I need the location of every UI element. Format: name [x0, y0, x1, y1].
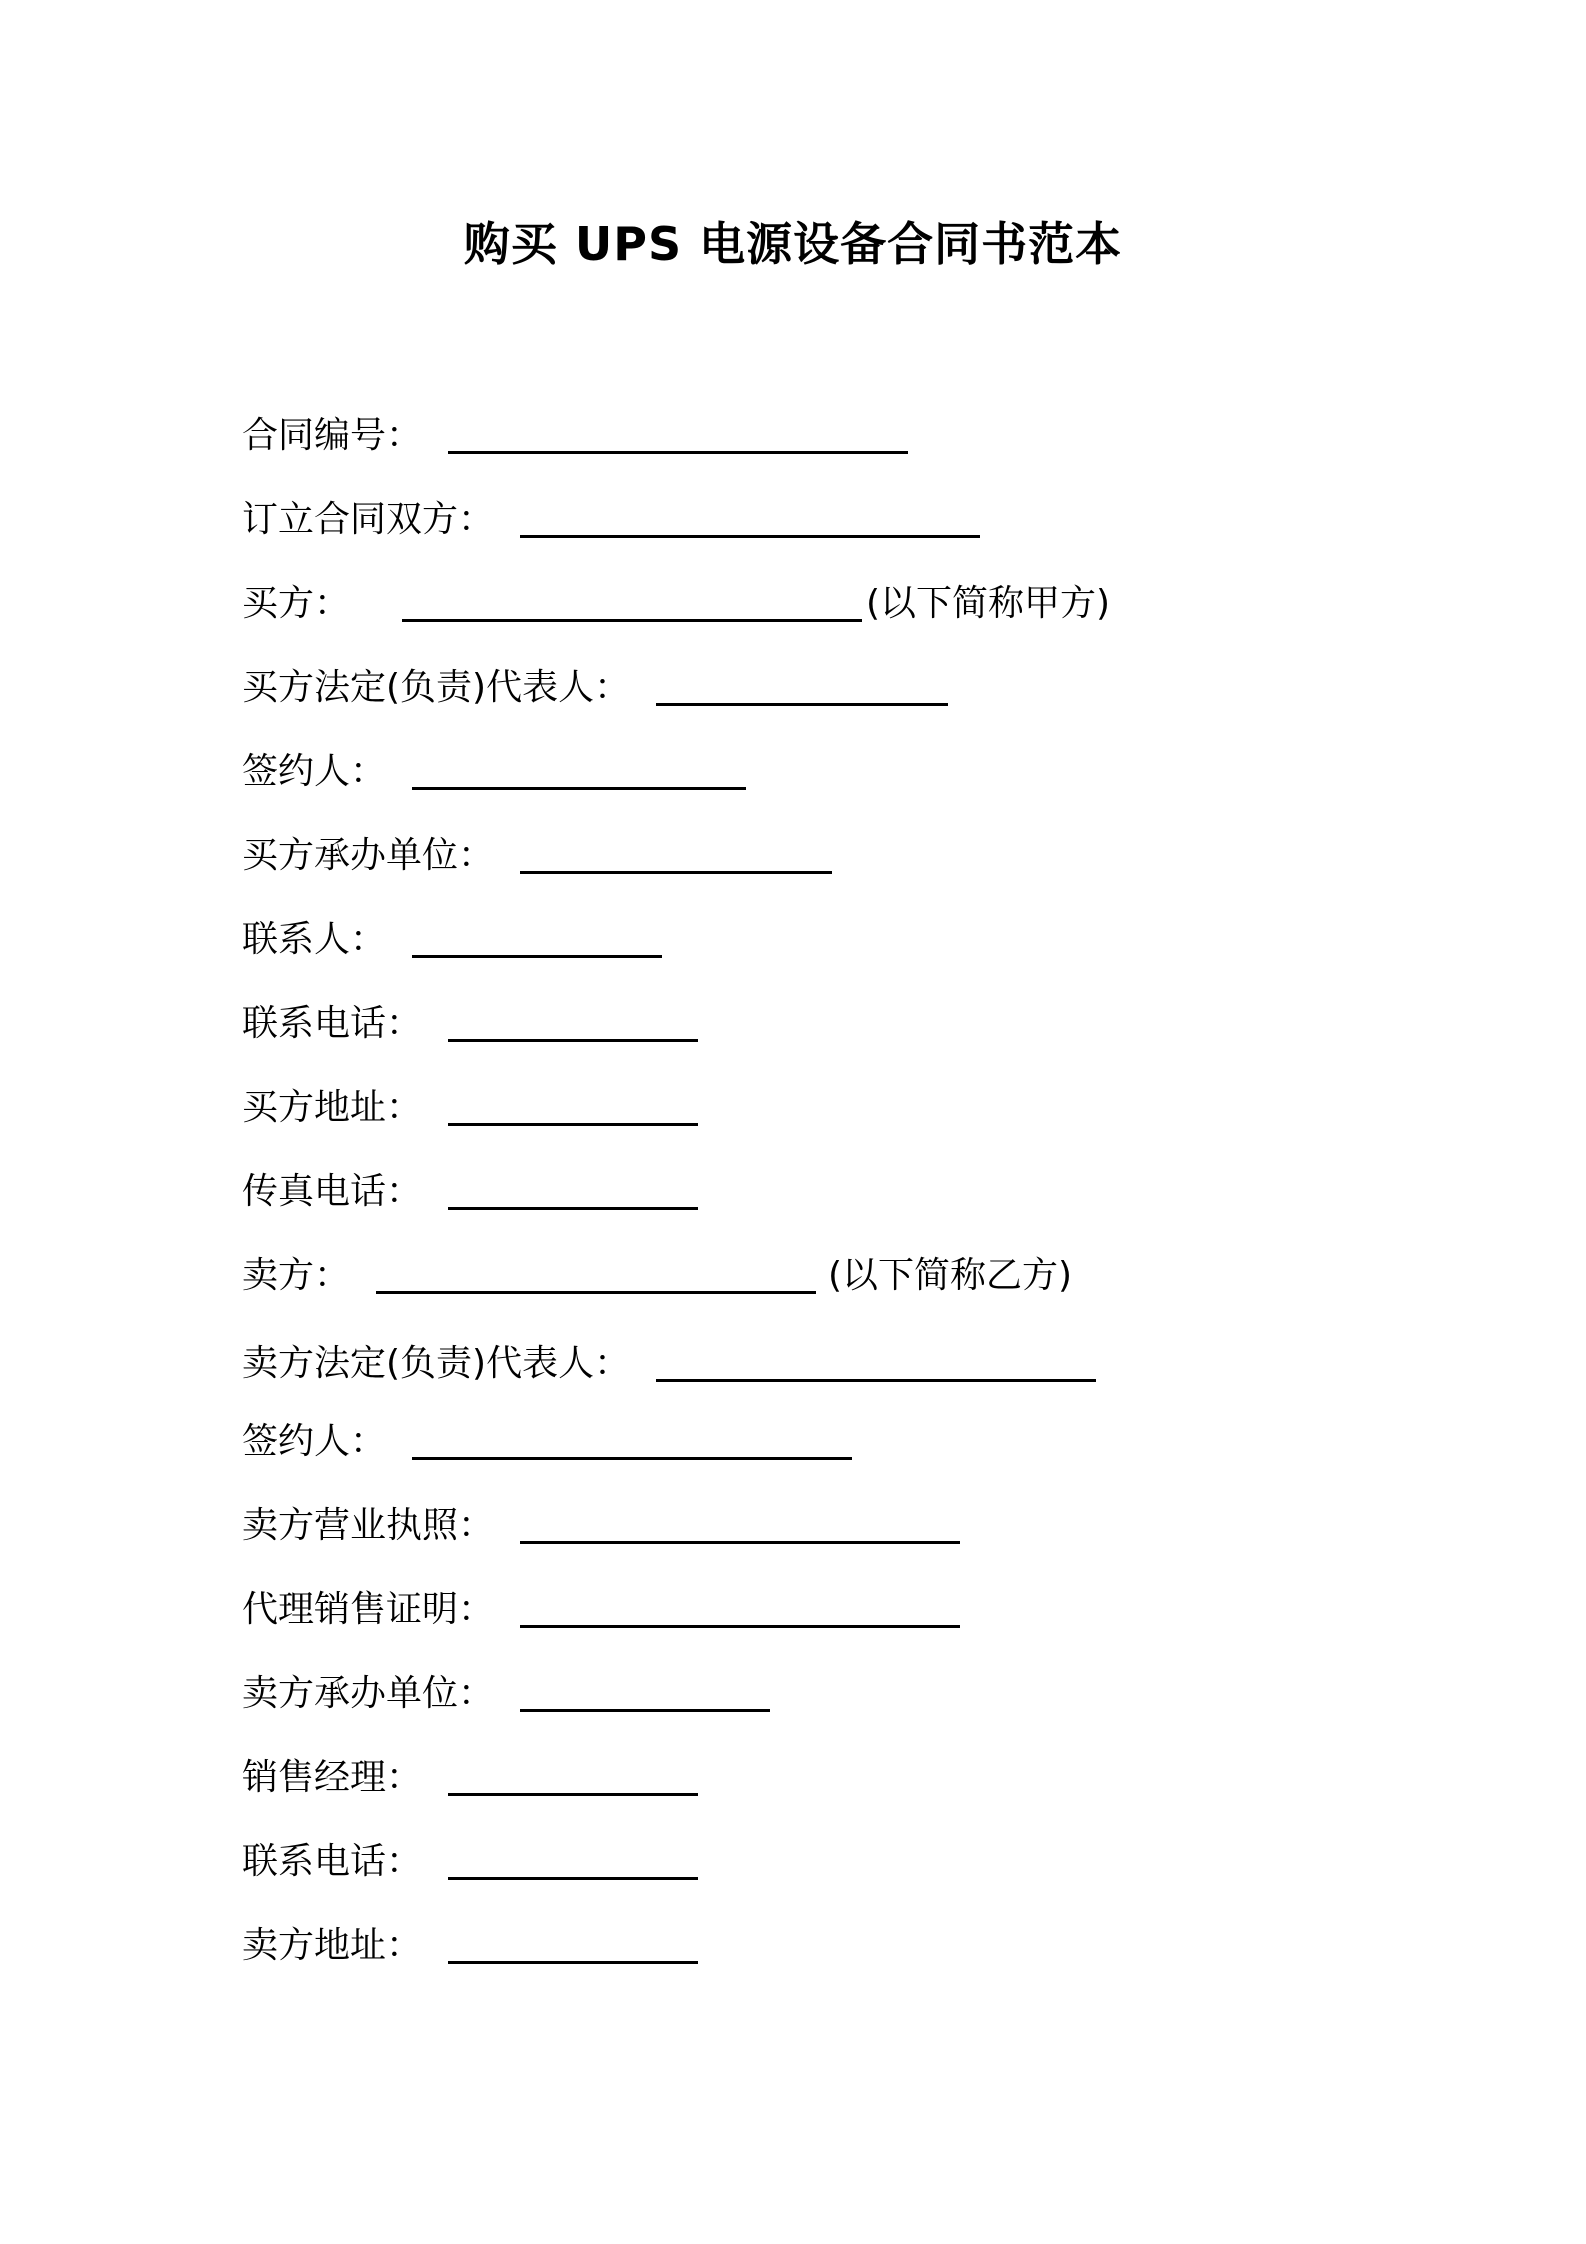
field-buyer-address [242, 1080, 698, 1132]
seller-alias-note: (以下简称乙方) [828, 1255, 1073, 1296]
field-seller-signatory [242, 1414, 852, 1466]
field-seller-handling-unit [242, 1666, 770, 1718]
field-label: 卖方： [242, 1255, 351, 1296]
field-buyer-signatory [242, 744, 746, 796]
field-contract-number [242, 408, 908, 460]
field-label: 买方承办单位： [242, 835, 495, 876]
buyer-signatory-blank[interactable] [412, 747, 746, 790]
sales-manager-blank[interactable] [448, 1753, 698, 1796]
page-title: 购买 UPS 电源设备合同书范本 [463, 217, 1123, 271]
field-label: 联系电话： [242, 1003, 423, 1044]
field-label: 传真电话： [242, 1171, 423, 1212]
field-sales-manager [242, 1750, 698, 1802]
field-buyer [242, 576, 1110, 628]
seller-contact-phone-blank[interactable] [448, 1837, 698, 1880]
buyer-blank[interactable] [402, 579, 862, 622]
field-label: 联系人： [242, 919, 387, 960]
field-seller-legal-representative [242, 1336, 1096, 1388]
field-label: 买方： [242, 583, 351, 624]
buyer-fax-blank[interactable] [448, 1167, 698, 1210]
agency-sales-certificate-blank[interactable] [520, 1585, 960, 1628]
field-label: 签约人： [242, 751, 387, 792]
buyer-address-blank[interactable] [448, 1083, 698, 1126]
field-seller-contact-phone [242, 1834, 698, 1886]
field-buyer-handling-unit [242, 828, 832, 880]
seller-signatory-blank[interactable] [412, 1417, 852, 1460]
field-label: 销售经理： [242, 1757, 423, 1798]
seller-blank[interactable] [376, 1251, 816, 1294]
buyer-handling-unit-blank[interactable] [520, 831, 832, 874]
buyer-contact-phone-blank[interactable] [448, 999, 698, 1042]
seller-business-license-blank[interactable] [520, 1501, 960, 1544]
field-label: 合同编号： [242, 415, 423, 456]
seller-handling-unit-blank[interactable] [520, 1669, 770, 1712]
field-label: 买方地址： [242, 1087, 423, 1128]
field-buyer-legal-representative [242, 660, 948, 712]
field-label: 卖方地址： [242, 1925, 423, 1966]
field-agency-sales-certificate [242, 1582, 960, 1634]
field-buyer-contact-person [242, 912, 662, 964]
buyer-contact-person-blank[interactable] [412, 915, 662, 958]
field-buyer-contact-phone [242, 996, 698, 1048]
field-contracting-parties [242, 492, 980, 544]
seller-legal-representative-blank[interactable] [656, 1339, 1096, 1382]
field-seller-address [242, 1918, 698, 1970]
field-seller-business-license [242, 1498, 960, 1550]
buyer-legal-representative-blank[interactable] [656, 663, 948, 706]
seller-address-blank[interactable] [448, 1921, 698, 1964]
field-label: 卖方法定(负责)代表人： [242, 1343, 631, 1384]
field-label: 买方法定(负责)代表人： [242, 667, 631, 708]
field-label: 卖方营业执照： [242, 1505, 495, 1546]
field-label: 卖方承办单位： [242, 1673, 495, 1714]
field-label: 联系电话： [242, 1841, 423, 1882]
contracting-parties-blank[interactable] [520, 495, 980, 538]
buyer-alias-note: (以下简称甲方) [866, 583, 1111, 624]
contract-number-blank[interactable] [448, 411, 908, 454]
field-label: 订立合同双方： [242, 499, 495, 540]
field-seller [242, 1248, 1072, 1300]
field-buyer-fax [242, 1164, 698, 1216]
field-label: 代理销售证明： [242, 1589, 495, 1630]
field-label: 签约人： [242, 1421, 387, 1462]
